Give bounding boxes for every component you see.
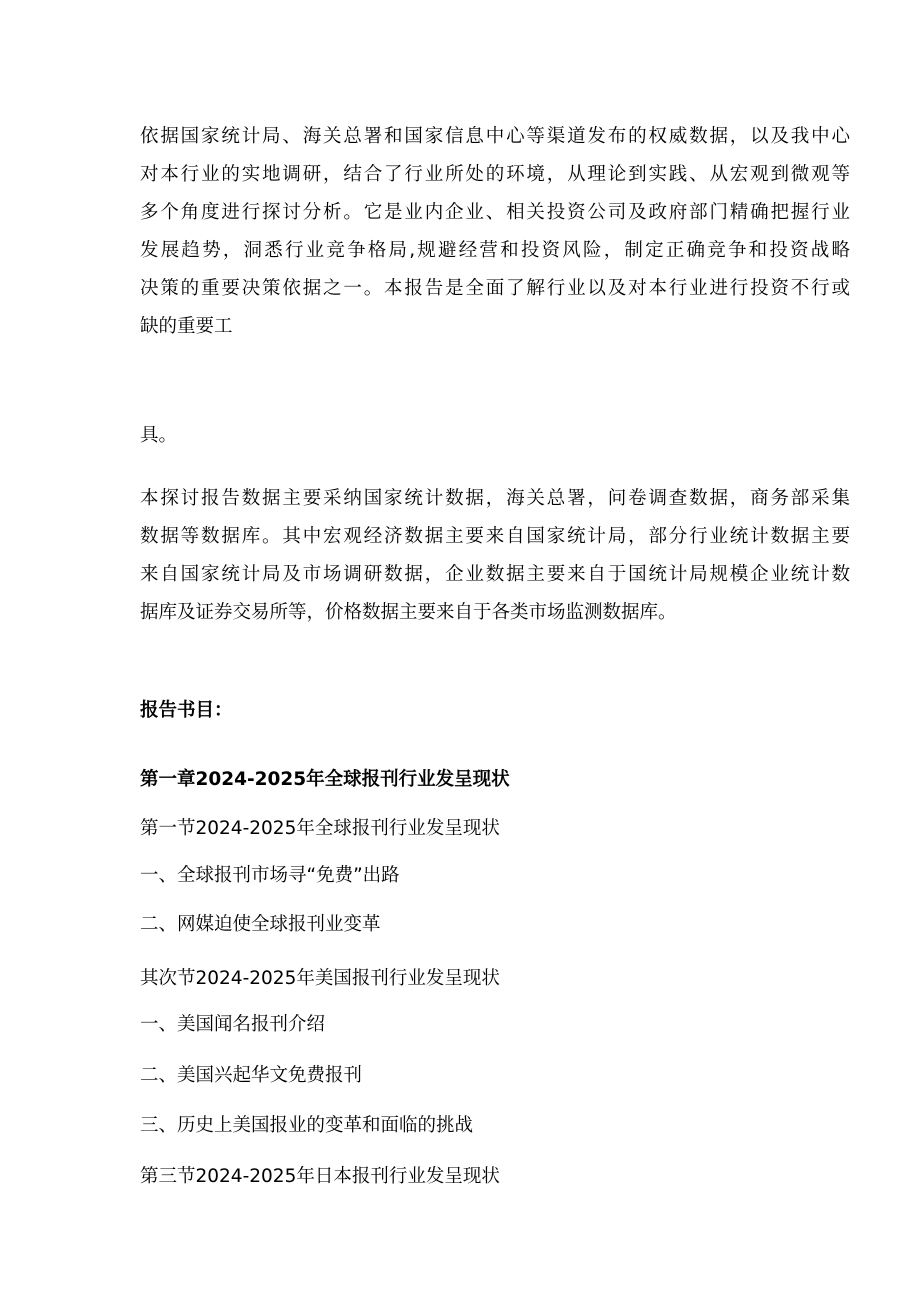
intro-line: 对本行业的实地调研，结合了行业所处的环境，从理论到实践、从宏观到微观等	[140, 164, 850, 185]
toc-item: 三、历史上美国报业的变革和面临的挑战	[140, 1115, 474, 1136]
toc-item: 二、网媒迫使全球报刊业变革	[140, 914, 381, 935]
sources-paragraph	[140, 480, 850, 632]
chapter-heading: 第一章2024-2025年全球报刊行业发呈现状	[140, 769, 510, 790]
toc-item: 第三节2024-2025年日本报刊行业发呈现状	[140, 1166, 500, 1187]
toc-item: 一、全球报刊市场寻“免费”出路	[140, 865, 400, 886]
toc-label: 报告书目：	[140, 700, 233, 721]
intro-line: 多个角度进行探讨分析。它是业内企业、相关投资公司及政府部门精确把握行业	[140, 202, 850, 223]
toc-item: 一、美国闻名报刊介绍	[140, 1014, 326, 1035]
sources-line: 来自国家统计局及市场调研数据，企业数据主要来自于国统计局规模企业统计数	[140, 564, 850, 585]
toc-item: 第一节2024-2025年全球报刊行业发呈现状	[140, 818, 500, 839]
toc-item: 二、美国兴起华文免费报刊	[140, 1065, 363, 1086]
intro-paragraph	[140, 118, 850, 346]
intro-line: 发展趋势，洞悉行业竞争格局,规避经营和投资风险，制定正确竞争和投资战略	[140, 240, 850, 261]
sources-line: 数据等数据库。其中宏观经济数据主要来自国家统计局，部分行业统计数据主要	[140, 526, 850, 547]
intro-tail-line: 具。	[140, 425, 178, 446]
intro-line: 依据国家统计局、海关总署和国家信息中心等渠道发布的权威数据，以及我中心	[140, 126, 850, 147]
sources-line: 据库及证券交易所等，价格数据主要来自于各类市场监测数据库。	[140, 602, 677, 623]
intro-paragraph-tail	[140, 417, 850, 455]
intro-line: 缺的重要工	[140, 316, 233, 337]
intro-line: 决策的重要决策依据之一。本报告是全面了解行业以及对本行业进行投资不行或	[140, 278, 850, 299]
sources-line: 本探讨报告数据主要采纳国家统计数据，海关总署，问卷调查数据，商务部采集	[140, 488, 850, 509]
toc-item: 其次节2024-2025年美国报刊行业发呈现状	[140, 968, 500, 989]
